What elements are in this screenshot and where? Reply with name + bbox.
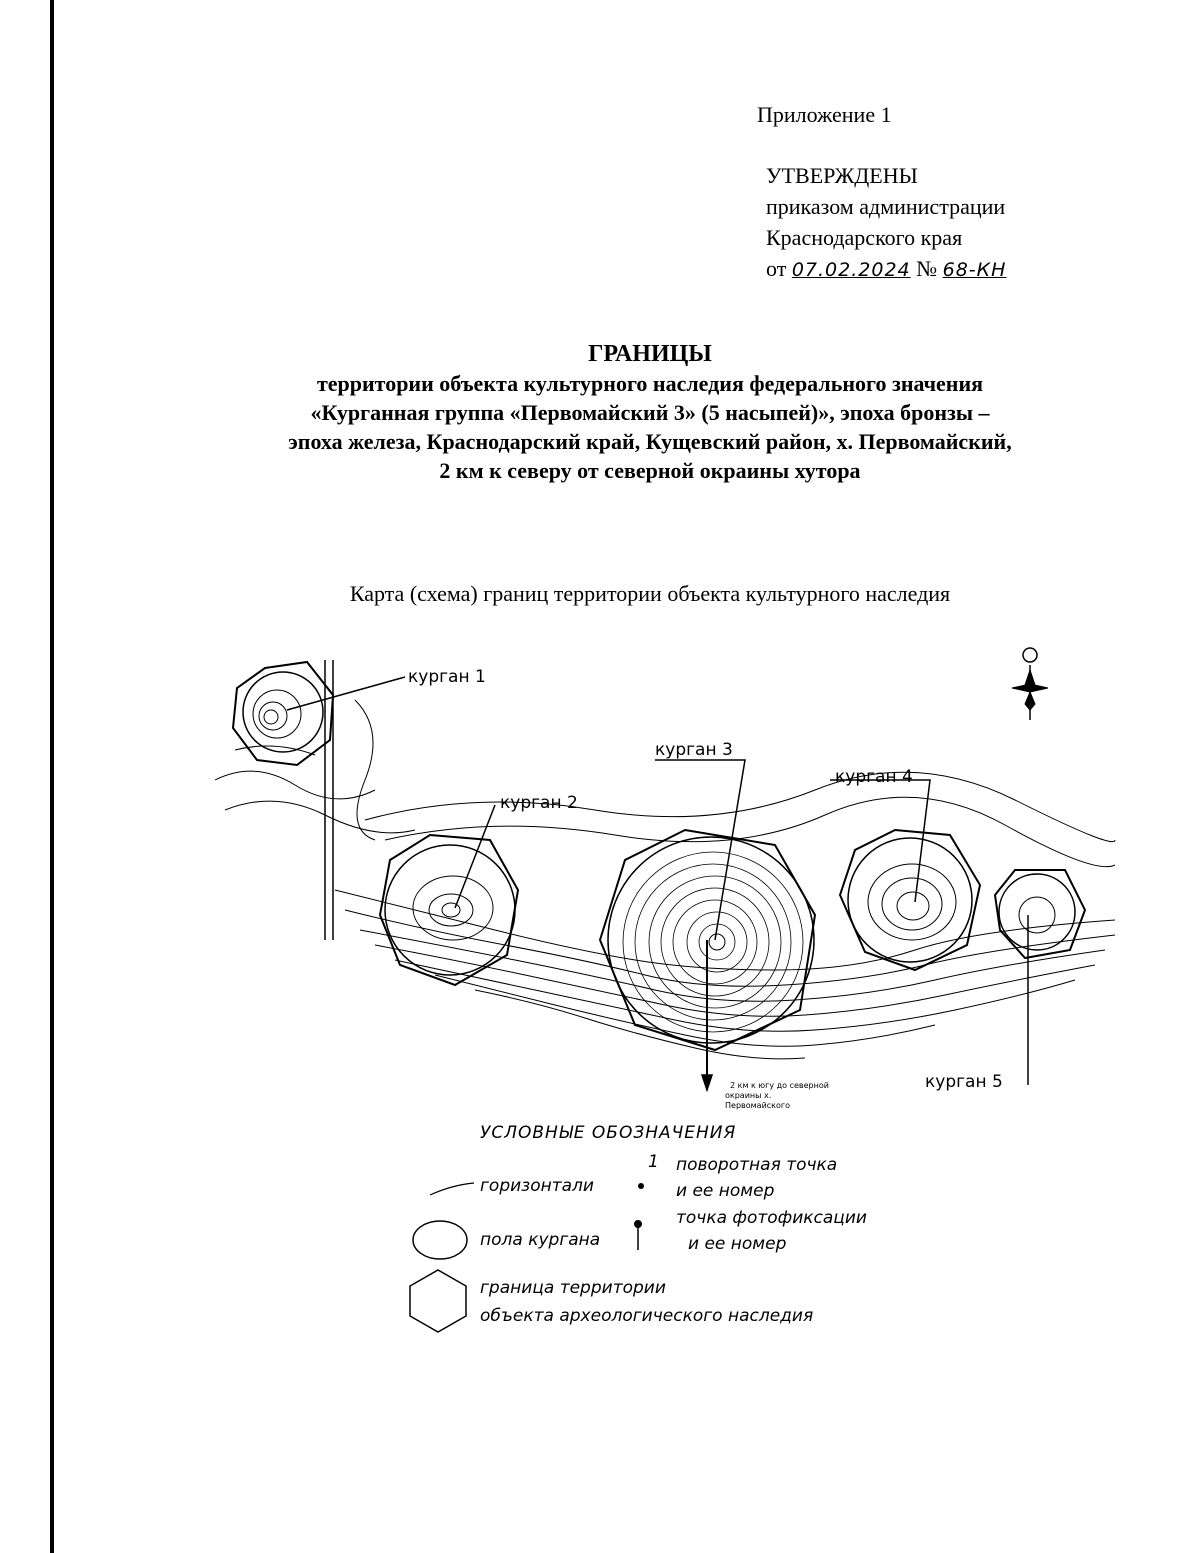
legend-boundary-2: объекта археологического наследия	[480, 1306, 814, 1326]
legend-photo-point-2: и ее номер	[688, 1234, 787, 1254]
mound-4-boundary	[840, 830, 980, 970]
compass-icon	[1012, 648, 1048, 720]
date-prefix: от	[766, 256, 787, 281]
legend-mound-base: пола кургана	[480, 1230, 601, 1250]
photo-point-icon	[632, 1214, 652, 1254]
legend-photo-point-1: точка фотофиксации	[676, 1208, 867, 1228]
number-prefix: №	[916, 256, 938, 281]
direction-note-2: окраины х.	[725, 1091, 772, 1100]
mound-2-boundary	[380, 835, 518, 985]
legend-contours: горизонтали	[480, 1176, 594, 1196]
approved-heading: УТВЕРЖДЕНЫ	[766, 163, 918, 188]
title-line-3: эпоха железа, Краснодарский край, Кущевский район, х. Первомайский,	[288, 429, 1012, 454]
appendix-label: Приложение 1	[757, 102, 892, 127]
boundary-map	[215, 640, 1125, 1120]
order-date-line	[766, 253, 1006, 286]
legend-turn-point-1: поворотная точка	[676, 1155, 838, 1175]
order-line-2: Краснодарского края	[766, 225, 963, 250]
approval-block	[766, 160, 1006, 286]
mound-1-boundary	[233, 662, 333, 765]
label-mound-2: курган 2	[500, 793, 578, 813]
order-line-1: приказом администрации	[766, 194, 1006, 219]
map-caption: Карта (схема) границ территории объекта культурного наследия	[349, 581, 951, 606]
title-main: ГРАНИЦЫ	[588, 341, 712, 367]
legend-turn-point-2: и ее номер	[676, 1181, 775, 1201]
direction-note-1: 2 км к югу до северной	[730, 1081, 829, 1090]
mound-1	[233, 662, 333, 765]
label-mound-3: курган 3	[655, 740, 733, 760]
turn-point-icon	[635, 1180, 647, 1192]
title-line-2: «Курганная группа «Первомайский 3» (5 насыпей)», эпоха бронзы –	[310, 400, 990, 425]
boundary-symbol	[406, 1268, 470, 1334]
map-legend	[400, 1118, 960, 1348]
contour-symbol	[428, 1181, 478, 1197]
legend-heading: УСЛОВНЫЕ ОБОЗНАЧЕНИЯ	[480, 1123, 737, 1143]
legend-turn-point-number: 1	[648, 1152, 659, 1172]
title-line-4: 2 км к северу от северной окраины хутора	[439, 458, 861, 483]
legend-boundary-1: граница территории	[480, 1278, 666, 1298]
mound-5-base	[999, 874, 1075, 950]
left-margin-rule	[50, 0, 54, 1553]
mound-2-base	[385, 845, 515, 975]
order-number: 68-КН	[942, 259, 1007, 281]
title-line-1: территории объекта культурного наследия федерального значения	[316, 371, 984, 396]
label-mound-1: курган 1	[408, 667, 486, 687]
mound-4	[840, 830, 980, 970]
direction-note-3: Первомайского	[725, 1101, 790, 1110]
document-title	[150, 340, 1150, 485]
mound-2	[380, 835, 518, 985]
mound-base-symbol	[410, 1218, 470, 1262]
label-mound-4: курган 4	[835, 767, 913, 787]
mound-1-base	[243, 672, 323, 752]
mound-4-base	[848, 838, 972, 962]
order-date: 07.02.2024	[791, 259, 911, 281]
label-mound-5: курган 5	[925, 1072, 1003, 1092]
